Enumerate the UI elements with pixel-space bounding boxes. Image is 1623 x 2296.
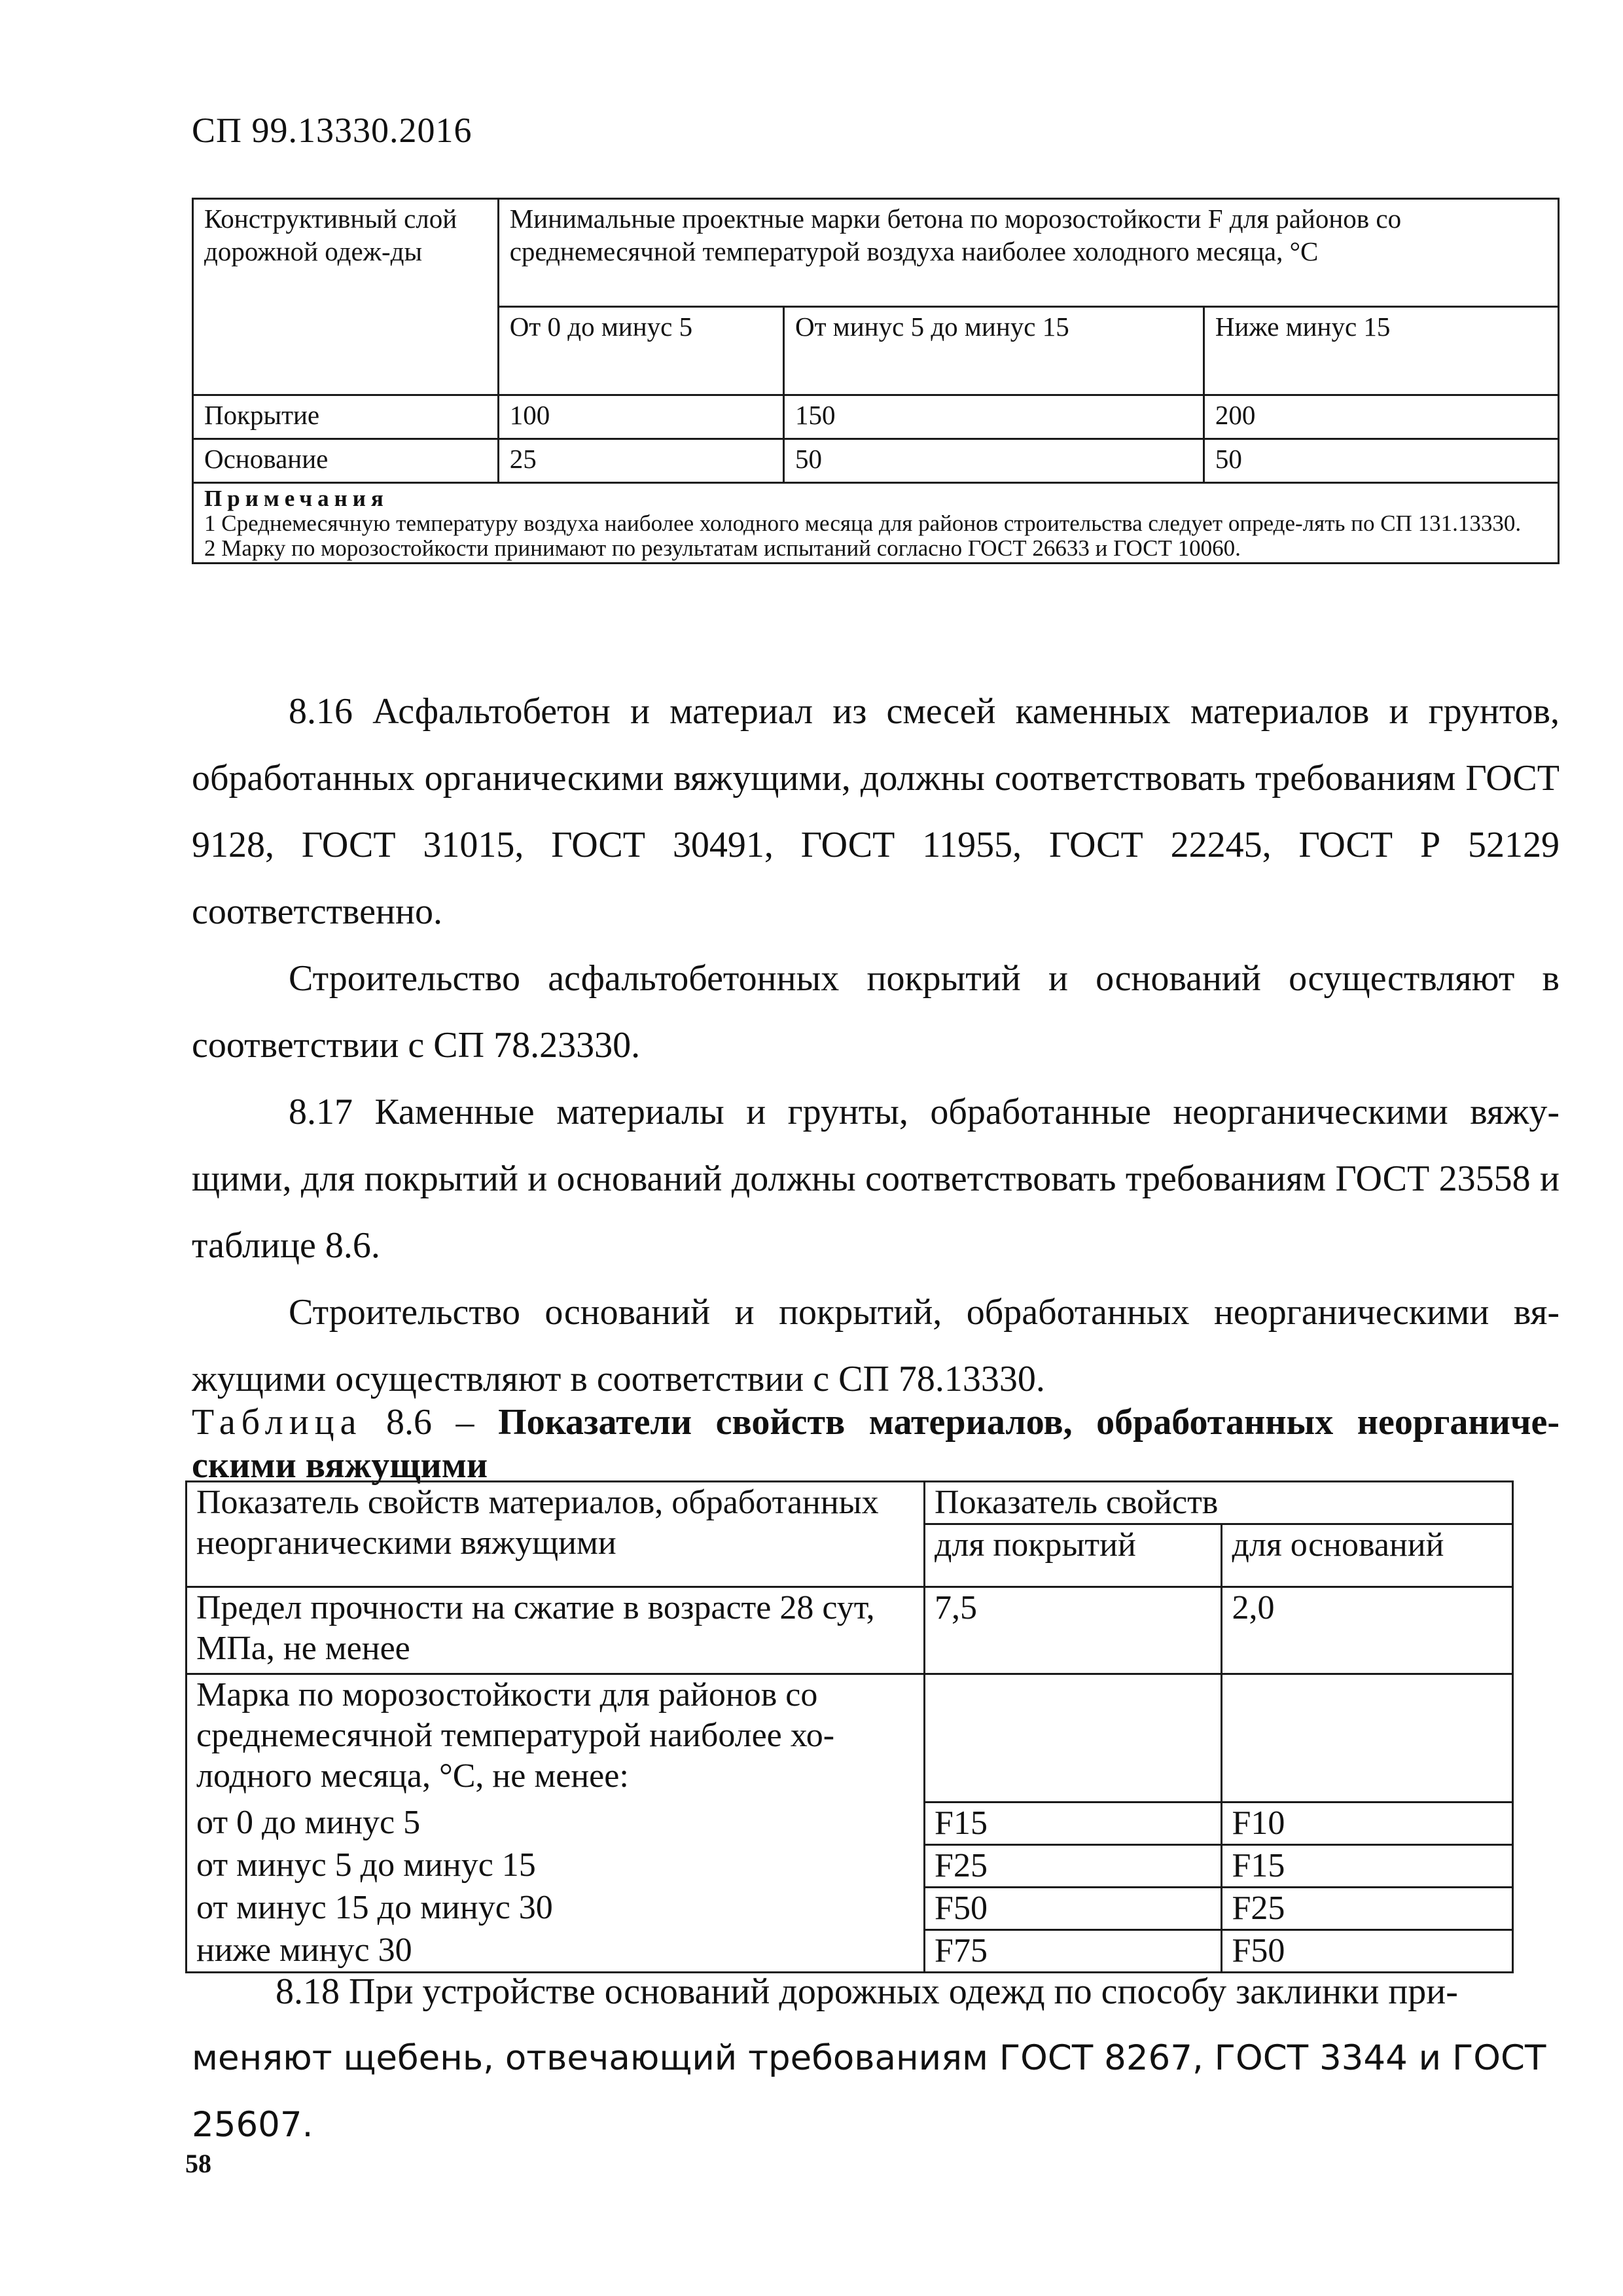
paragraph-8-18-line-1: 8.18 При устройстве оснований дорожных одежд по способу заклинки при-	[276, 1971, 1458, 2012]
caption-number: 8.6 –	[386, 1402, 474, 1443]
t2-cell	[1222, 1674, 1513, 1803]
table-row	[193, 395, 1559, 439]
t2-subhead: для покрытий	[925, 1524, 1222, 1587]
t2-cell: F75	[925, 1930, 1222, 1973]
t2-head-group: Показатель свойств	[925, 1482, 1513, 1524]
t2-row-label: от минус 15 до минус 30	[187, 1888, 925, 1930]
notes-title: Примечания	[204, 486, 389, 511]
t1-cell: 50	[1204, 439, 1558, 483]
t2-cell: 7,5	[925, 1587, 1222, 1674]
t2-row-label: от 0 до минус 5	[187, 1803, 925, 1845]
t1-cell: 50	[784, 439, 1204, 483]
material-properties-table	[185, 1480, 1514, 1973]
t2-head-property: Показатель свойств материалов, обработанных неорганическими вяжущими	[187, 1482, 925, 1587]
paragraph-8-17-construction: Строительство оснований и покрытий, обработанных неорганическими вя-жущими осуществляют в соответствии с СП 78.13330.	[192, 1292, 1560, 1399]
table-caption	[192, 1401, 1560, 1487]
t2-cell: F15	[925, 1803, 1222, 1845]
t2-subhead: для оснований	[1222, 1524, 1513, 1587]
paragraph-8-16: 8.16 Асфальтобетон и материал из смесей каменных материалов и грунтов, обработанных органическими вяжущими, должны соответствовать требованиям ГОСТ 9128, ГОСТ 31015, ГОСТ 30491, ГОСТ 11955, ГОСТ 22245, ГОСТ Р 52129 соответственно.	[192, 691, 1560, 932]
table-row	[193, 439, 1559, 483]
table-row	[187, 1587, 1513, 1674]
note-1: 1 Среднемесячную температуру воздуха наиболее холодного месяца для районов строительства следует опреде-лять по СП 131.13330.	[204, 511, 1522, 536]
t1-cell: 200	[1204, 395, 1558, 439]
paragraph-8-18-line-2: меняют щебень, отвечающий требованиям ГОСТ 8267, ГОСТ 3344 и ГОСТ 25607.	[192, 2038, 1546, 2145]
frost-resistance-table	[192, 198, 1560, 564]
t1-cell: 100	[498, 395, 783, 439]
t1-head-group: Минимальные проектные марки бетона по морозостойкости F для районов со среднемесячной температурой воздуха наиболее холодного месяца, °С	[498, 199, 1558, 307]
t1-cell: 25	[498, 439, 783, 483]
t2-cell: F25	[1222, 1888, 1513, 1930]
t1-row-label: Покрытие	[193, 395, 499, 439]
t1-cell: 150	[784, 395, 1204, 439]
t2-cell: F10	[1222, 1803, 1513, 1845]
paragraph-8-16-construction: Строительство асфальтобетонных покрытий и оснований осуществляют в соответствии с СП 78.23330.	[192, 958, 1560, 1066]
page-number: 58	[185, 2149, 211, 2178]
caption-title: Показатели свойств материалов, обработанных неорганиче-скими вяжущими	[192, 1402, 1560, 1486]
t2-cell: F50	[925, 1888, 1222, 1930]
t2-cell: 2,0	[1222, 1587, 1513, 1674]
table-row	[187, 1803, 1513, 1845]
table-row	[187, 1888, 1513, 1930]
t1-notes	[193, 483, 1559, 564]
t2-row-label: от минус 5 до минус 15	[187, 1845, 925, 1888]
t2-row-label: ниже минус 30	[187, 1930, 925, 1973]
t2-cell: F15	[1222, 1845, 1513, 1888]
t2-row-label: Предел прочности на сжатие в возрасте 28 сут, МПа, не менее	[187, 1587, 925, 1674]
caption-label: Таблица	[192, 1402, 363, 1443]
t1-subhead: От минус 5 до минус 15	[784, 307, 1204, 395]
t1-row-label: Основание	[193, 439, 499, 483]
t1-subhead: Ниже минус 15	[1204, 307, 1558, 395]
document-code-header: СП 99.13330.2016	[192, 111, 473, 150]
note-2: 2 Марку по морозостойкости принимают по результатам испытаний согласно ГОСТ 26633 и ГОСТ 10060.	[204, 535, 1241, 561]
t2-frost-label: Марка по морозостойкости для районов со среднемесячной температурой наиболее хо-лодного месяца, °С, не менее:	[187, 1674, 925, 1803]
t2-cell: F50	[1222, 1930, 1513, 1973]
t1-subhead: От 0 до минус 5	[498, 307, 783, 395]
t2-cell	[925, 1674, 1222, 1803]
table-row	[187, 1674, 1513, 1803]
paragraph-8-17: 8.17 Каменные материалы и грунты, обработанные неорганическими вяжу-щими, для покрытий и оснований должны соответствовать требованиям ГОСТ 23558 и таблице 8.6.	[192, 1092, 1560, 1266]
t2-cell: F25	[925, 1845, 1222, 1888]
t1-head-layer: Конструктивный слой дорожной одеж-ды	[193, 199, 499, 395]
table-row	[187, 1845, 1513, 1888]
